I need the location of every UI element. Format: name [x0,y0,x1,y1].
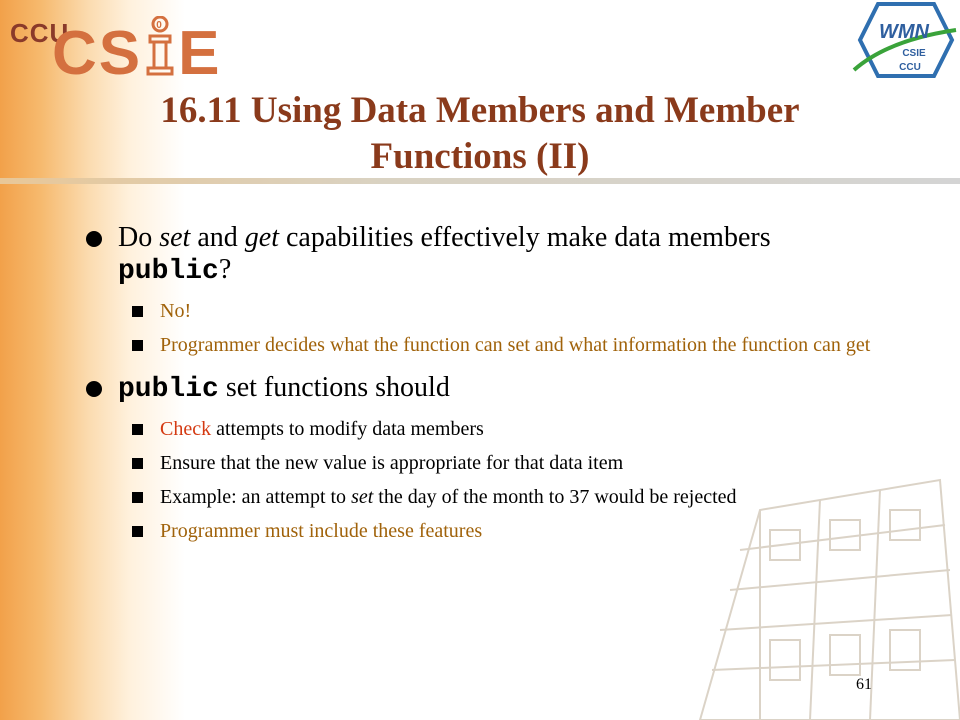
bullet-2 [86,372,886,406]
slide-title [90,88,870,180]
bullet-1-code: public [118,256,219,287]
page-number: 61 [856,676,872,693]
logo-ccu-text: CCU [10,18,70,48]
slide-body [86,222,886,554]
sub-bullet-square-icon [132,526,143,537]
bullet-1-text-c: capabilities effectively make data members [279,222,771,253]
bullet-2-sub-3-text-a: Example: an attempt to [160,486,352,508]
bullet-2-sub-4-text: Programmer must include these features [160,520,483,542]
title-line-2: Functions (II) [370,136,590,177]
sub-bullet-square-icon [132,340,143,351]
sub-bullet-square-icon [132,306,143,317]
bullet-1-text-a: Do [118,222,160,253]
wmn-sub1: CSIE [902,48,926,59]
bullet-2-sub-4 [130,520,886,542]
wmn-text: WMN [879,21,929,43]
bullet-2-sub-1-highlight: Check [160,418,212,440]
bullet-1-text-b: and [190,222,245,253]
bullet-2-sub-2-text: Ensure that the new value is appropriate for that data item [160,452,624,474]
bullet-2-sub-3-em: set [351,486,374,508]
bullet-dot-icon [86,381,102,397]
bullet-1 [86,222,886,288]
wmn-sub2: CCU [899,62,921,73]
bullet-2-sub-3-text-b: the day of the month to 37 would be rejected [373,486,737,508]
bullet-2-text: set functions should [218,372,450,403]
bullet-1-text-d: ? [218,254,232,285]
title-line-1: 16.11 Using Data Members and Member [160,90,800,131]
logo-i-glyph-icon [142,16,178,78]
csie-logo [6,6,236,86]
bullet-1-sub-1-text: No! [160,300,192,322]
bullet-1-em-set: set [159,222,191,253]
logo-e-letter: E [178,19,222,88]
bullet-1-sub-1 [130,300,886,322]
bullet-2-sub-1 [130,418,886,440]
bullet-1-sub-2 [130,334,886,356]
bullet-2-sub-3 [130,486,886,508]
bullet-dot-icon [86,231,102,247]
sub-bullet-square-icon [132,424,143,435]
sub-bullet-square-icon [132,492,143,503]
sub-bullet-square-icon [132,458,143,469]
logo-cs-letters: CS [52,19,143,88]
bullet-2-sub-1-text: attempts to modify data members [211,418,484,440]
svg-text:0: 0 [156,20,164,31]
bullet-1-sub-2-text: Programmer decides what the function can set and what information the function can get [160,334,871,356]
bullet-1-em-get: get [244,222,279,253]
bullet-2-sub-2 [130,452,886,474]
wmn-logo-icon [848,0,960,86]
bullet-2-code: public [118,374,219,405]
logo-csie-text [52,16,222,89]
